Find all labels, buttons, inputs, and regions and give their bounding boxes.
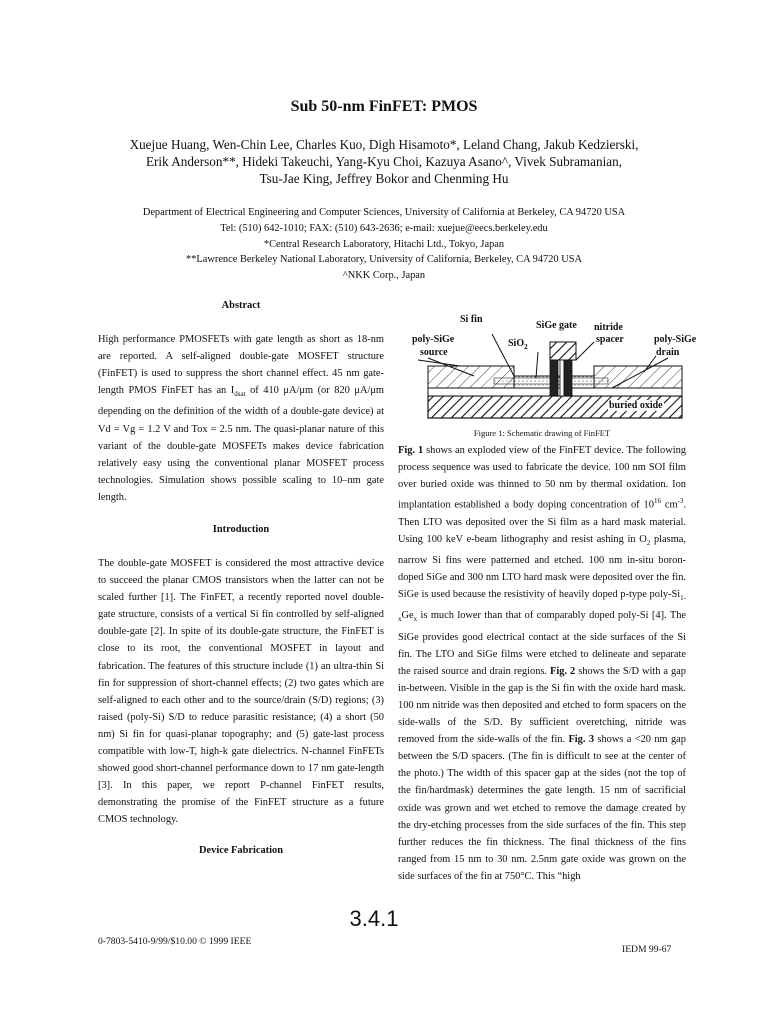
affiliation-line: **Lawrence Berkeley National Laboratory, University of California, Berkeley, CA 94720 USA: [186, 254, 582, 266]
fabrication-text: Fig. 1 shows an exploded view of the FinFET device. The following process sequence was used to fabricate the device. 100 nm SOI film over buried oxide was thinned to 50 nm by thermal oxidation. Ion implantation established a body doping concentration of $10^{16}$ $cm^{-3}$. Then LTO was deposited over the Si film as a hard mask material. Using 100 keV e-beam lithography and resist ashing in $O_2$ plasma, narrow Si fins were patterned and etched. 100 nm in-situ boron-doped SiGe and 300 nm LTO hard mask were deposited over the fin. SiGe is used because the resistivity of heavily doped p-type poly-$Si_{1-x}Ge_x$ is much lower than that of comparably doped poly-Si [4]. The SiGe provides good electrical contact at the side surfaces of the Si fin. The LTO and SiGe films were etched to delineate and separate the raised source and drain regions. Fig. 2 shows the S/D with a gap in-between. Visible in the gap is the Si fin with the oxide hard mask. 100 nm nitride was then deposited and etched to form spacers on the side-walls of the S/D. By sufficient overetching, nitride was removed from the side-walls of the fin. Fig. 3 shows a <20 nm gap between the S/D spacers. (The fin is difficult to see at the center of the photo.) The width of this spacer gap at the sides (not the top of the fin/hardmask) determines the gate length. 15 nm of sacrificial oxide was grown and wet etched to remove the damage created by the dry-etching processes from the side surfaces of the fin. This step further reduces the fin thickness. The final thickness of the fins ranged from 15 nm to 30 nm. 2.5nm gate oxide was grown on the side surfaces of the fin at 750°C. This “high: [398, 445, 686, 882]
fabrication-heading: Device Fabrication: [199, 844, 283, 856]
label-buried-oxide: buried oxide: [609, 400, 663, 411]
label-poly-sige-source-1: poly-SiGe: [412, 334, 455, 345]
label-nitride: nitride: [594, 322, 623, 333]
figure-caption: Figure 1: Schematic drawing of FinFET: [473, 428, 611, 438]
affiliation-list: [60, 205, 708, 284]
paper-title: Sub 50-nm FinFET: PMOS: [290, 98, 478, 115]
label-poly-sige-drain-1: poly-SiGe: [654, 334, 697, 345]
affiliation-line: ^NKK Corp., Japan: [342, 270, 426, 282]
finfet-schematic-figure: [398, 312, 697, 424]
author-line: Tsu-Jae King, Jeffrey Bokor and Chenming Hu: [259, 171, 509, 186]
abstract-text: High performance PMOSFETs with gate length as short as 18-nm are reported. A self-aligned double-gate MOSFET structure (FinFET) is used to suppress the short channel effect. 45 nm gate-length PMOS FinFET has an $I_{dsat}$ of 410 μA/μm (or 820 μA/μm depending on the definition of the width of a double-gate device) at Vd = Vg = 1.2 V and Tox = 2.5 nm. The quasi-planar nature of this variant of the double-gate MOSFETs makes device fabrication relatively easy using the conventional planar MOSFET process technologies. Simulation shows possible scaling to 10–nm gate length.: [98, 334, 384, 503]
author-list: [60, 136, 708, 187]
label-si-fin: Si fin: [460, 314, 483, 325]
author-line: Xuejue Huang, Wen-Chin Lee, Charles Kuo, Digh Hisamoto*, Leland Chang, Jakub Kedzierski,: [129, 137, 639, 152]
left-column: [98, 300, 384, 856]
page-number: 3.4.1: [349, 906, 399, 931]
right-column: [398, 312, 697, 885]
introduction-heading: Introduction: [212, 524, 270, 536]
affiliation-line: Department of Electrical Engineering and Computer Sciences, University of California at Berkeley, CA 94720 USA: [142, 207, 626, 218]
abstract-heading: Abstract: [221, 300, 261, 311]
introduction-text: The double-gate MOSFET is considered the most attractive device to succeed the planar CMOS transistors when the latter can not be scaled further [1]. The FinFET, a recently reported novel double-gate structure, consists of a vertical Si fin controlled by self-aligned double-gate [2]. In spite of its double-gate structure, the FinFET is close to its root, the conventional MOSFET in layout and fabrication. The features of this structure include (1) an ultra-thin Si fin for suppression of short-channel effects; (2) two gates which are self-aligned to each other and to the source/drain (S/D) regions; (3) raised (poly-Si) S/D to reduce parasitic resistance; (4) a short (50 nm) Si fin for quasi-planar topography; and (5) gate-last process compatible with low-T, high-k gate dielectrics. N-channel FinFETs showed good short-channel performance down to 17 nm gate-length [3]. In this paper, we report P-channel FinFET results, demonstrating the promise of the FinFET structure as a future CMOS technology.: [98, 558, 384, 826]
label-sio2: SiO$_2$: [508, 338, 528, 351]
conference-footer: IEDM 99-67: [622, 944, 672, 955]
label-poly-sige-source-2: source: [420, 347, 448, 358]
author-line: Erik Anderson**, Hideki Takeuchi, Yang-Kyu Choi, Kazuya Asano^, Vivek Subramanian,: [145, 154, 623, 169]
affiliation-line: *Central Research Laboratory, Hitachi Ltd., Tokyo, Japan: [263, 238, 505, 250]
affiliation-line: Tel: (510) 642-1010; FAX: (510) 643-2636; e-mail: xuejue@eecs.berkeley.edu: [220, 222, 548, 234]
label-poly-sige-drain-2: drain: [656, 347, 680, 358]
copyright-footer: 0-7803-5410-9/99/$10.00 © 1999 IEEE: [98, 936, 252, 947]
label-sige-gate: SiGe gate: [536, 320, 577, 331]
label-spacer: spacer: [596, 334, 624, 345]
